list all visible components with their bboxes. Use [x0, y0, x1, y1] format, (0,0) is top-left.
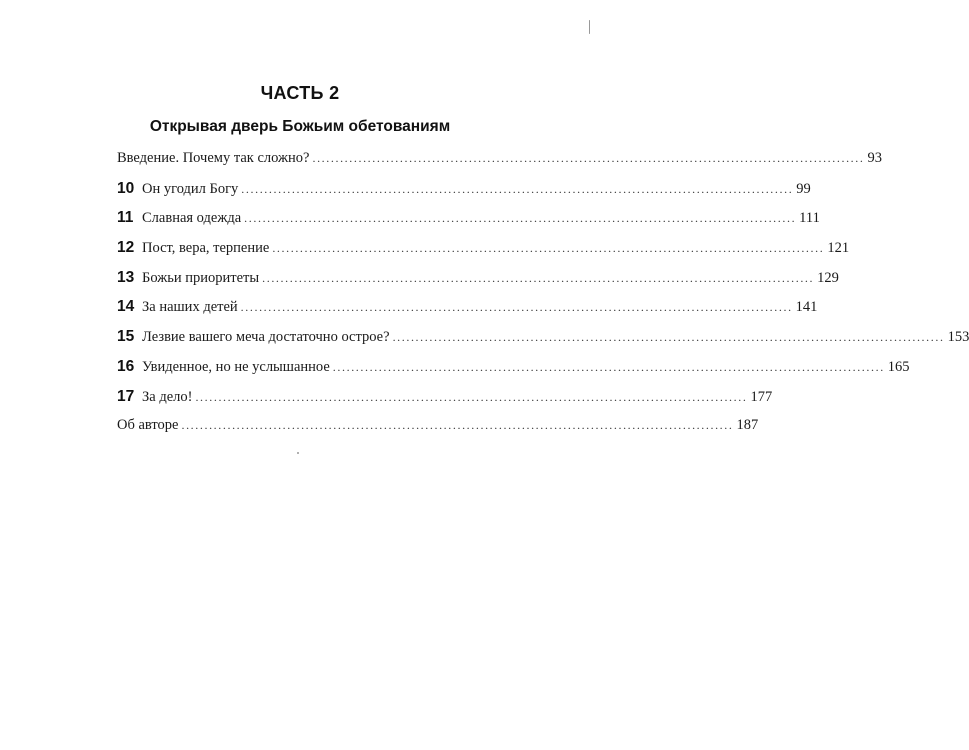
toc-entry-number: 10	[117, 179, 135, 197]
dot-leader: ........................................................................................................................	[195, 389, 748, 404]
toc-entry-title: Увиденное, но не услышанное	[142, 358, 330, 375]
toc-entry-page: 153	[947, 329, 969, 346]
dot-leader: ........................................................................................................................	[262, 270, 815, 285]
toc-entry-page: 187	[736, 417, 759, 434]
dot-leader: ........................................................................................................................	[181, 418, 734, 433]
toc-entry-number: 13	[117, 268, 135, 286]
toc-entry-chapter-16[interactable]	[117, 357, 910, 388]
toc-entry-number: 14	[117, 298, 135, 316]
toc-entry-page: 129	[817, 269, 839, 286]
dot-leader: ........................................................................................................................	[240, 300, 793, 315]
toc-entry-introduction[interactable]	[117, 150, 882, 180]
toc-entry-title: За дело!	[142, 388, 193, 405]
toc-entry-chapter-11[interactable]	[117, 209, 820, 239]
toc-entry-number: 17	[117, 387, 135, 405]
toc-entry-chapter-17[interactable]	[117, 387, 773, 418]
toc-entry-page: 177	[750, 388, 773, 405]
table-of-contents	[117, 150, 969, 447]
toc-entry-page: 121	[827, 240, 850, 257]
dot-leader: ........................................................................................................................	[272, 241, 825, 256]
toc-entry-number: 12	[117, 239, 135, 257]
dot-leader: ........................................................................................................................	[332, 359, 885, 374]
toc-entry-title: Пост, вера, терпение	[142, 240, 270, 257]
dot-leader: ........................................................................................................................	[244, 211, 797, 226]
part-title: ЧАСТЬ 2	[260, 83, 340, 103]
toc-entry-page: 111	[799, 210, 820, 227]
dot-leader: ........................................................................................................................	[392, 330, 945, 345]
toc-entry-chapter-15[interactable]	[117, 328, 969, 358]
print-speck	[297, 452, 299, 454]
part-subtitle: Открывая дверь Божьим обетованиям	[149, 118, 451, 135]
toc-entry-chapter-10[interactable]	[117, 179, 811, 210]
toc-entry-title: Он угодил Богу	[142, 180, 239, 197]
toc-entry-number: 16	[117, 357, 135, 375]
toc-entry-title: Об авторе	[117, 417, 179, 434]
toc-entry-about-author[interactable]	[117, 417, 759, 447]
dot-leader: ........................................................................................................................	[241, 181, 794, 196]
toc-entry-title: Божьи приоритеты	[142, 269, 260, 286]
toc-entry-chapter-12[interactable]	[117, 239, 850, 269]
toc-entry-page: 165	[887, 358, 910, 375]
toc-entry-number: 11	[117, 209, 134, 227]
toc-entry-title: Лезвие вашего меча достаточно острое?	[142, 329, 390, 346]
print-speck	[589, 20, 590, 34]
toc-entry-title: Введение. Почему так сложно?	[117, 150, 310, 166]
toc-entry-page: 99	[796, 180, 811, 197]
toc-entry-chapter-14[interactable]	[117, 298, 818, 328]
toc-entry-title: За наших детей	[142, 299, 238, 316]
toc-entry-page: 141	[795, 299, 818, 316]
toc-entry-chapter-13[interactable]	[117, 268, 839, 299]
dot-leader: ........................................................................................................................	[312, 151, 865, 165]
toc-entry-page: 93	[867, 150, 882, 166]
toc-entry-title: Славная одежда	[142, 210, 242, 227]
toc-entry-number: 15	[117, 328, 135, 346]
